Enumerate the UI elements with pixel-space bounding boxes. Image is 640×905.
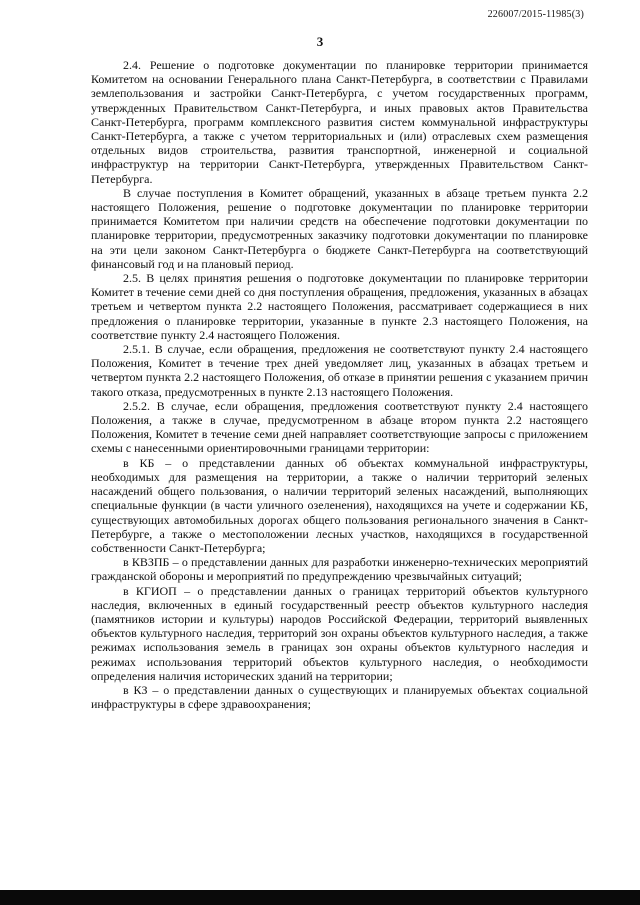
paragraph-2-5-1: 2.5.1. В случае, если обращения, предложения не соответствуют пункту 2.4 настоящего Положения, Комитет в течение трех дней уведомляет лиц, указанных в абзацах третьем и четвертом пункта 2.2 настоящего Положения, об отказе в принятии решения с указанием причин такого отказа, предусмотренных в пункте 2.13 настоящего Положения. (91, 342, 588, 399)
paragraph-kvzpb-request: в КВЗПБ – о представлении данных для разработки инженерно-технических мероприятий гражданской обороны и мероприятий по предупреждению чрезвычайных ситуаций; (91, 555, 588, 584)
page-number: 3 (316, 34, 324, 49)
paragraph-2-4-budget: В случае поступления в Комитет обращений, указанных в абзаце третьем пункта 2.2 настоящего Положения, решение о подготовке документации по планировке территории принимается Комитетом при наличии средств на обеспечение подготовки документации по планировке территории, предусмотренных заказчику подготовки документации по планировке на эти цели законом Санкт-Петербурга о бюджете Санкт-Петербурга на соответствующий финансовый год и на плановый период. (91, 185, 588, 271)
document-body (91, 58, 588, 711)
paragraph-kb-request: в КБ – о представлении данных об объектах коммунальной инфраструктуры, необходимых для размещения на территории, а также о наличии территорий зеленых насаждений общего пользования, о наличии территорий зеленых насаждений, выполняющих специальные функции (в части уличного озеленения), находящихся на учете и содержании КБ, существующих автомобильных дорогах общего пользования регионального значения в Санкт-Петербурге, а также о местоположении лесных участков, находящихся в государственной собственности Санкт-Петербурга; (91, 455, 588, 555)
paragraph-kz-request: в КЗ – о представлении данных о существующих и планируемых объектах социальной инфраструктуры в сфере здравоохранения; (91, 682, 588, 712)
paragraph-kgiop-request: в КГИОП – о представлении данных о границах территорий объектов культурного наследия, включенных в единый государственный реестр объектов культурного наследия (памятников истории и культуры) народов Российской Федерации, территорий выявленных объектов культурного наследия, территорий зон охраны объектов культурного наследия, а также режимах использования земель в границах зон охраны объектов культурного наследия и режимах использования территорий объектов культурного наследия, о необходимости определения наличия исторических зданий на территории; (91, 583, 588, 683)
scan-bottom-edge (0, 890, 640, 905)
paragraph-2-4: 2.4. Решение о подготовке документации по планировке территории принимается Комитетом на основании Генерального плана Санкт-Петербурга, в соответствии с Правилами землепользования и застройки Санкт-Петербурга, с учетом государственных программ, утвержденных Правительством Санкт-Петербурга, и иных правовых актов Правительства Санкт-Петербурга, программ комплексного развития систем коммунальной инфраструктуры Санкт-Петербурга, а также с учетом территориальных и (или) отраслевых схем размещения отдельных видов строительства, развития транспортной, инженерной и социальной инфраструктур на территории Санкт-Петербурга, утвержденных Правительством Санкт-Петербурга. (91, 58, 588, 186)
paragraph-2-5-2: 2.5.2. В случае, если обращения, предложения соответствуют пункту 2.4 настоящего Положения, а также в случае, предусмотренном в абзаце втором пункта 2.2 настоящего Положения, Комитет в течение семи дней направляет соответствующие запросы с приложением схемы с нанесенными ориентировочными границами территории: (91, 398, 588, 456)
paragraph-2-5: 2.5. В целях принятия решения о подготовке документации по планировке территории Комитет в течение семи дней со дня поступления обращения, предложения, указанных в абзацах третьем и четвертом пункта 2.2 настоящего Положения, рассматривает содержащиеся в них предложения о планировке территории, указанные в пункте 2.3 настоящего Положения, на соответствие пункту 2.4 настоящего Положения. (91, 271, 588, 342)
document-registration-number: 226007/2015-11985(3) (487, 9, 584, 20)
